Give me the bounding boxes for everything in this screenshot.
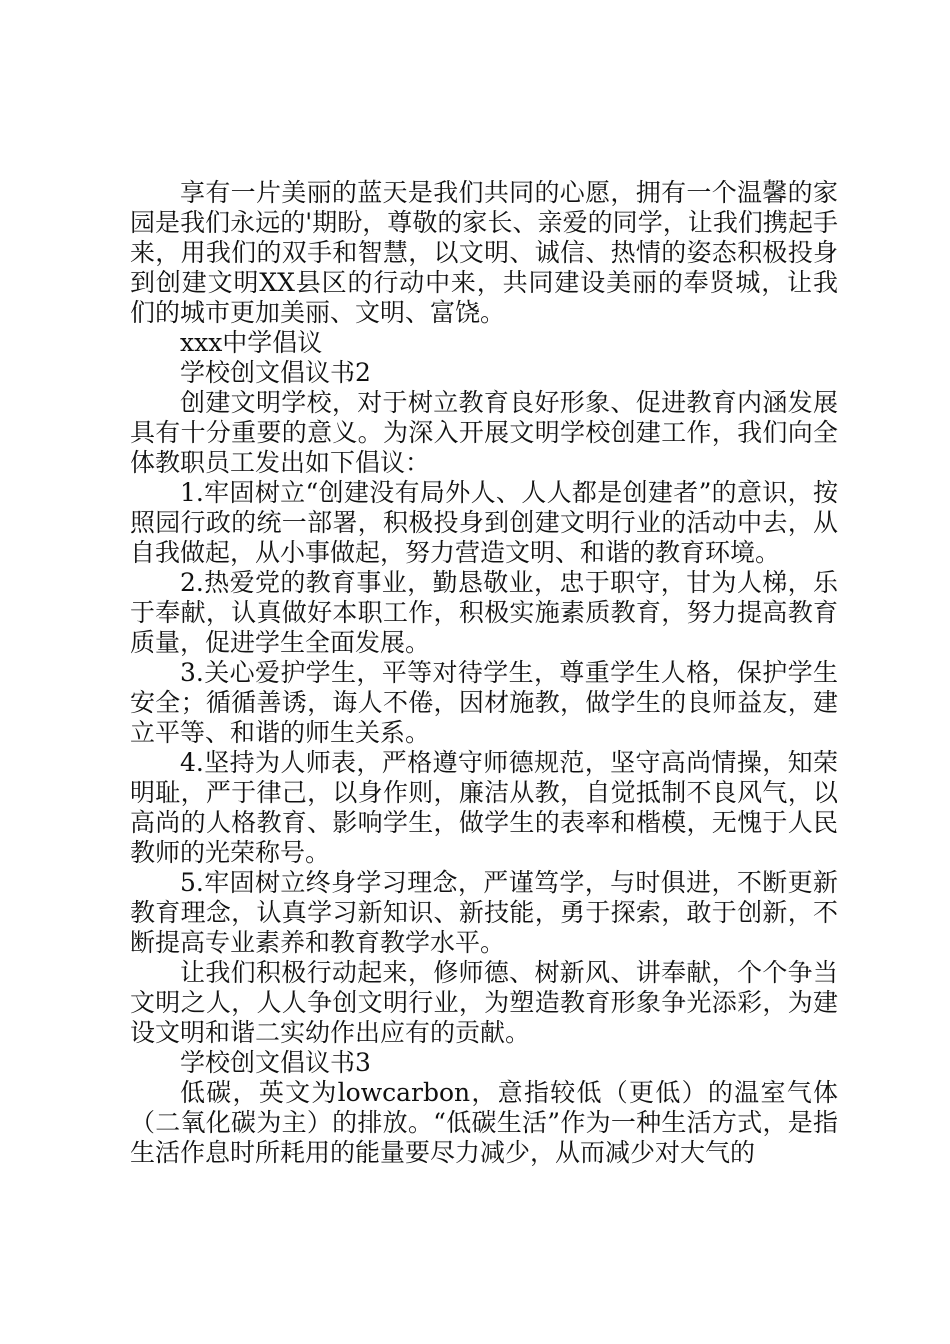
paragraph-section2-intro: 创建文明学校，对于树立教育良好形象、促进教育内涵发展具有十分重要的意义。为深入开展文明学校创建工作，我们向全体教职员工发出如下倡议： [130, 388, 838, 477]
section-title-3: 学校创文倡议书3 [180, 1048, 371, 1077]
paragraph-section3-intro: 低碳，英文为lowcarbon，意指较低（更低）的温室气体（二氧化碳为主）的排放。“低碳生活”作为一种生活方式，是指生活作息时所耗用的能量要尽力减少，从而减少对大气的 [130, 1078, 838, 1167]
paragraph-item-4: 4.坚持为人师表，严格遵守师德规范，坚守高尚情操，知荣明耻，严于律己，以身作则，廉洁从教，自觉抵制不良风气，以高尚的人格教育、影响学生，做学生的表率和楷模，无愧于人民教师的光荣称号。 [130, 748, 838, 867]
paragraph-closing: 让我们积极行动起来，修师德、树新风、讲奉献，个个争当文明之人，人人争创文明行业，为塑造教育形象争光添彩，为建设文明和谐二实幼作出应有的贡献。 [130, 958, 838, 1047]
paragraph-item-1: 1.牢固树立“创建没有局外人、人人都是创建者”的意识，按照园行政的统一部署，积极投身到创建文明行业的活动中去，从自我做起，从小事做起，努力营造文明、和谐的教育环境。 [130, 478, 838, 567]
paragraph-intro: 享有一片美丽的蓝天是我们共同的心愿，拥有一个温馨的家园是我们永远的'期盼，尊敬的家长、亲爱的同学，让我们携起手来，用我们的双手和智慧，以文明、诚信、热情的姿态积极投身到创建文明XX县区的行动中来，共同建设美丽的奉贤城，让我们的城市更加美丽、文明、富饶。 [130, 178, 838, 327]
paragraph-item-5: 5.牢固树立终身学习理念，严谨笃学，与时俱进，不断更新教育理念，认真学习新知识、新技能，勇于探索，敢于创新，不断提高专业素养和教育教学水平。 [130, 868, 838, 957]
paragraph-item-3: 3.关心爱护学生，平等对待学生，尊重学生人格，保护学生安全；循循善诱，诲人不倦，因材施教，做学生的良师益友，建立平等、和谐的师生关系。 [130, 658, 838, 747]
section-title-2: 学校创文倡议书2 [180, 358, 371, 387]
signature-line: xxx中学倡议 [180, 328, 323, 357]
document-body [130, 172, 838, 1168]
paragraph-item-2: 2.热爱党的教育事业，勤恳敬业，忠于职守，甘为人梯，乐于奉献，认真做好本职工作，积极实施素质教育，努力提高教育质量，促进学生全面发展。 [130, 568, 838, 657]
